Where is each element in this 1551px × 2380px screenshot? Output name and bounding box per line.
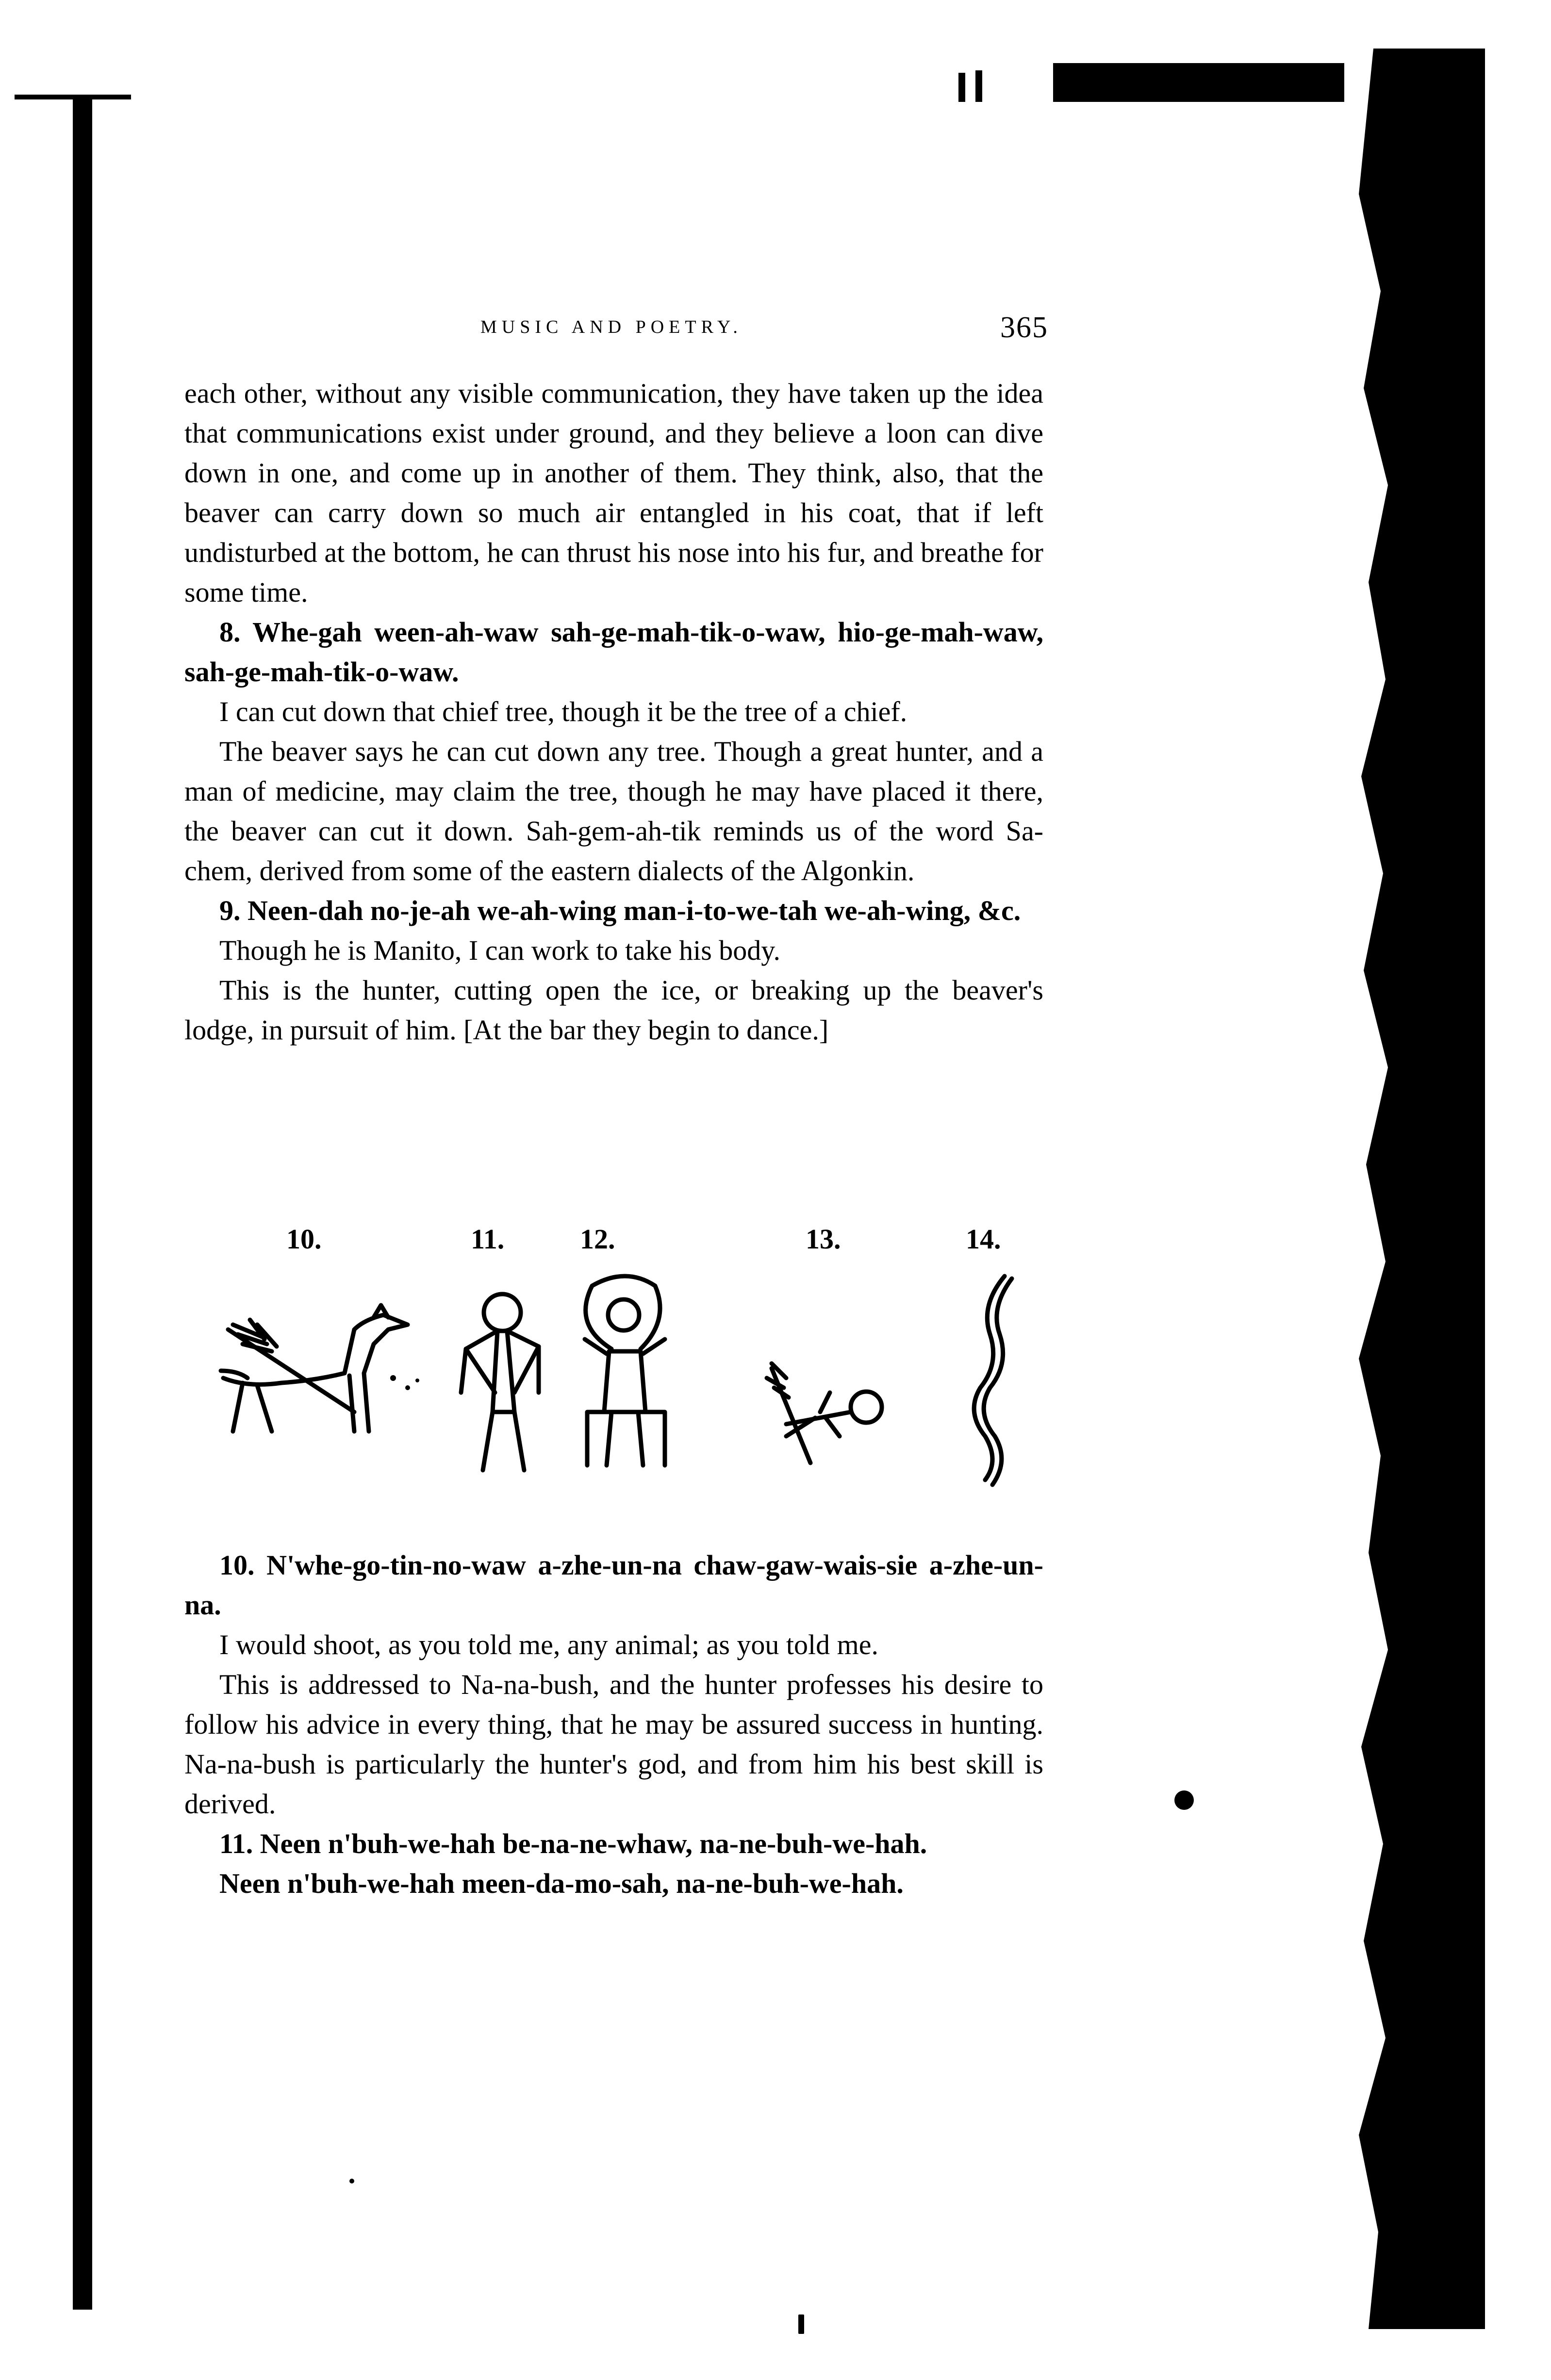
scan-speck bbox=[798, 2314, 804, 2334]
figure-label: 10. bbox=[286, 1223, 322, 1255]
body-text-top bbox=[184, 374, 1043, 1050]
paragraph: The beaver says he can cut down any tree. Though a great hunter, and a man of medicine, may claim the tree, though he may have placed it there, the beaver can cut it down. Sah-gem-ah-tik reminds us of the word Sa-chem, derived from some of the eastern dialects of the Algonkin. bbox=[184, 736, 1043, 886]
scan-mark-top-3 bbox=[1053, 63, 1344, 102]
song-line: 8. Whe-gah ween-ah-waw sah-ge-mah-tik-o-waw, hio-ge-mah-waw, sah-ge-mah-tik-o-waw. bbox=[184, 616, 1043, 688]
song-line: Neen n'buh-we-hah meen-da-mo-sah, na-ne-buh-we-hah. bbox=[219, 1868, 904, 1899]
snake-figure bbox=[974, 1276, 1012, 1485]
scan-dark-edge bbox=[1339, 49, 1551, 2329]
binding-edge-bar bbox=[73, 97, 92, 2310]
figure-label: 11. bbox=[471, 1223, 505, 1255]
scan-speck bbox=[349, 2179, 354, 2183]
man-holding-circle-figure bbox=[585, 1276, 665, 1465]
translation: Though he is Manito, I can work to take his body. bbox=[219, 935, 781, 966]
song-line: 11. Neen n'buh-we-hah be-na-ne-whaw, na-ne-buh-we-hah. bbox=[219, 1828, 927, 1859]
paragraph: This is the hunter, cutting open the ice, or breaking up the beaver's lodge, in pursuit of him. [At the bar they begin to dance.] bbox=[184, 974, 1043, 1046]
animal-with-arrow-figure bbox=[221, 1305, 408, 1431]
translation: I can cut down that chief tree, though it be the tree of a chief. bbox=[219, 696, 908, 727]
song-line: 9. Neen-dah no-je-ah we-ah-wing man-i-to-we-tah we-ah-wing, &c. bbox=[219, 895, 1021, 926]
scan-mark-top-1 bbox=[958, 73, 965, 102]
scan-speck bbox=[1174, 1790, 1194, 1810]
lying-man-with-arrow-figure bbox=[767, 1363, 882, 1463]
running-title: MUSIC AND POETRY. bbox=[480, 317, 742, 337]
figure-label: 14. bbox=[966, 1223, 1001, 1255]
standing-man-figure bbox=[461, 1294, 539, 1470]
figure-label: 13. bbox=[806, 1223, 841, 1255]
scan-mark-top-2 bbox=[975, 70, 982, 102]
page-number: 365 bbox=[1000, 311, 1048, 344]
pictograph-figures bbox=[204, 1266, 1068, 1519]
translation: I would shoot, as you told me, any animal; as you told me. bbox=[219, 1629, 878, 1660]
figure-labels bbox=[184, 1223, 1043, 1262]
figure-label: 12. bbox=[580, 1223, 615, 1255]
paragraph: each other, without any visible communication, they have taken up the idea that communications exist under ground, and they believe a loon can dive down in one, and come up in another of them. They think, also, that the beaver can carry down so much air entangled in his coat, that if left undisturbed at the bottom, he can thrust his nose into his fur, and breathe for some time. bbox=[184, 378, 1043, 608]
paragraph: This is addressed to Na-na-bush, and the hunter professes his desire to follow his advice in every thing, that he may be assured success in hunting. Na-na-bush is particularly the hunter's god, and from him his best skill is derived. bbox=[184, 1669, 1043, 1820]
song-line: 10. N'whe-go-tin-no-waw a-zhe-un-na chaw-gaw-wais-sie a-zhe-un-na. bbox=[184, 1549, 1043, 1621]
body-text-bottom bbox=[184, 1545, 1043, 1904]
